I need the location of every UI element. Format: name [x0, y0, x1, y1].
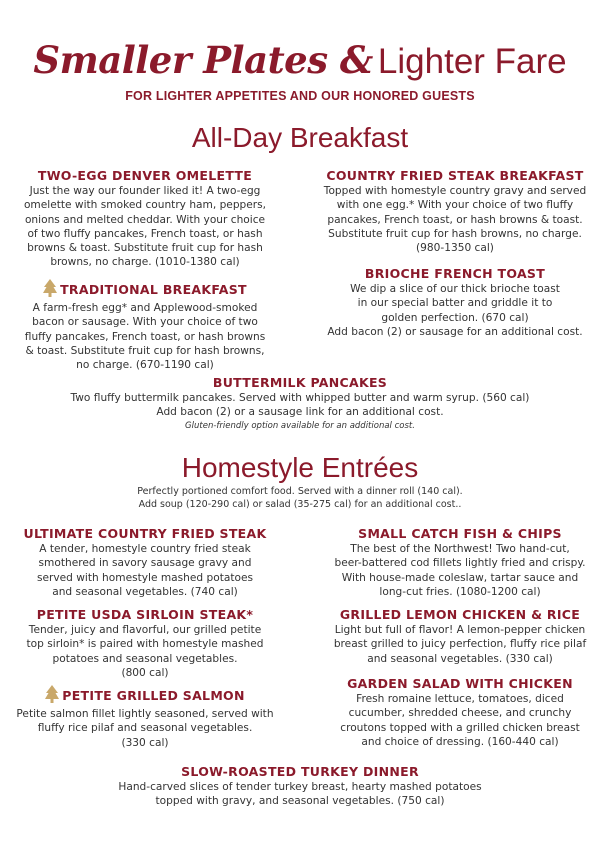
item-name: SMALL CATCH FISH & CHIPS [358, 526, 562, 541]
menu-item-petite-sirloin-steak [5, 607, 285, 680]
page-title [0, 38, 600, 82]
item-name-row [5, 279, 285, 301]
menu-item-brioche-french-toast [305, 266, 600, 339]
item-desc: A farm-fresh egg* and Applewood-smoked bacon or sausage. With your choice of two fluffy pancakes, French toast, or hash browns & toast. Substitute fruit cup for hash browns, no charge. (670-1190 cal) [24, 302, 266, 372]
item-name-row [0, 685, 290, 707]
item-desc: We dip a slice of our thick brioche toast in our special batter and griddle it to golden perfection. (670 cal) Add bacon (2) or sausage for an additional cost. [327, 283, 583, 338]
tree-icon [43, 279, 57, 301]
item-name: SLOW-ROASTED TURKEY DINNER [181, 764, 419, 779]
item-desc: Fresh romaine lettuce, tomatoes, diced cucumber, shredded cheese, and crunchy croutons topped with a grilled chicken breast and choice of dressing. (160-440 cal) [340, 693, 580, 748]
menu-item-garden-salad-chicken [315, 676, 600, 749]
menu-item-buttermilk-pancakes [0, 375, 600, 433]
item-desc: The best of the Northwest! Two hand-cut, beer-battered cod fillets lightly fried and crispy. With house-made coleslaw, tartar sauce and long-cut fries. (1080-1200 cal) [334, 543, 586, 598]
item-name: GARDEN SALAD WITH CHICKEN [347, 676, 573, 691]
menu-item-traditional-breakfast [5, 279, 285, 372]
tree-icon [45, 685, 59, 707]
item-name: BUTTERMILK PANCAKES [212, 375, 388, 390]
menu-item-denver-omelette [5, 168, 285, 270]
menu-item-country-fried-steak-breakfast [305, 168, 600, 255]
menu-item-slow-roasted-turkey [0, 764, 600, 809]
item-desc: Hand-carved slices of tender turkey breast, hearty mashed potatoes topped with gravy, and seasonal vegetables. (750 cal) [118, 781, 482, 808]
item-desc: Tender, juicy and flavorful, our grilled petite top sirloin* is paired with homestyle mashed potatoes and seasonal vegetables. (800 cal) [26, 624, 264, 679]
item-name: PETITE GRILLED SALMON [62, 688, 245, 703]
menu-item-petite-grilled-salmon [0, 685, 290, 750]
item-desc: A tender, homestyle country fried steak smothered in savory sausage gravy and served with homestyle mashed potatoes and seasonal vegetables. (740 cal) [36, 543, 254, 598]
title-script: Smaller Plates & [33, 38, 373, 82]
item-name: BRIOCHE FRENCH TOAST [364, 266, 546, 281]
entrees-section-desc [0, 485, 600, 511]
item-note: Gluten-friendly option available for an additional cost. [185, 420, 415, 431]
item-name: ULTIMATE COUNTRY FRIED STEAK [23, 526, 267, 541]
menu-item-small-catch-fish-chips [315, 526, 600, 599]
menu-item-grilled-lemon-chicken [315, 607, 600, 666]
item-desc: Petite salmon fillet lightly seasoned, served with fluffy rice pilaf and seasonal vegetables. (330 cal) [16, 708, 274, 749]
item-name: TRADITIONAL BREAKFAST [60, 282, 247, 297]
item-desc: Topped with homestyle country gravy and served with one egg.* With your choice of two fluffy pancakes, French toast, or hash browns & toast. Substitute fruit cup for hash browns, no charge. (980-1350 cal) [323, 185, 587, 255]
entrees-desc-line-2: Add soup (120-290 cal) or salad (35-275 cal) for an additional cost.. [138, 499, 462, 510]
item-name: GRILLED LEMON CHICKEN & RICE [339, 607, 581, 622]
breakfast-section-title: All-Day Breakfast [191, 122, 409, 153]
item-name: PETITE USDA SIRLOIN STEAK* [36, 607, 254, 622]
item-desc: Just the way our founder liked it! A two-egg omelette with smoked country ham, peppers, onions and melted cheddar. With your choice of two fluffy pancakes, French toast, or hash browns & toast. Substitute fruit cup for hash browns, no charge. (1010-1380 cal) [23, 185, 267, 269]
entrees-desc-line-1: Perfectly portioned comfort food. Served with a dinner roll (140 cal). [137, 486, 463, 497]
entrees-section-title: Homestyle Entrées [181, 452, 419, 483]
item-name: COUNTRY FRIED STEAK BREAKFAST [326, 168, 584, 183]
item-name: TWO-EGG DENVER OMELETTE [37, 168, 253, 183]
title-plain: Lighter Fare [377, 42, 567, 81]
page-subtitle: FOR LIGHTER APPETITES AND OUR HONORED GUESTS [125, 89, 475, 103]
menu-item-ultimate-country-fried-steak [5, 526, 285, 599]
item-desc: Two fluffy buttermilk pancakes. Served with whipped butter and warm syrup. (560 cal) Add bacon (2) or a sausage link for an additional cost. [70, 392, 530, 419]
item-desc: Light but full of flavor! A lemon-pepper chicken breast grilled to juicy perfection, fluffy rice pilaf and seasonal vegetables. (330 cal) [333, 624, 587, 665]
